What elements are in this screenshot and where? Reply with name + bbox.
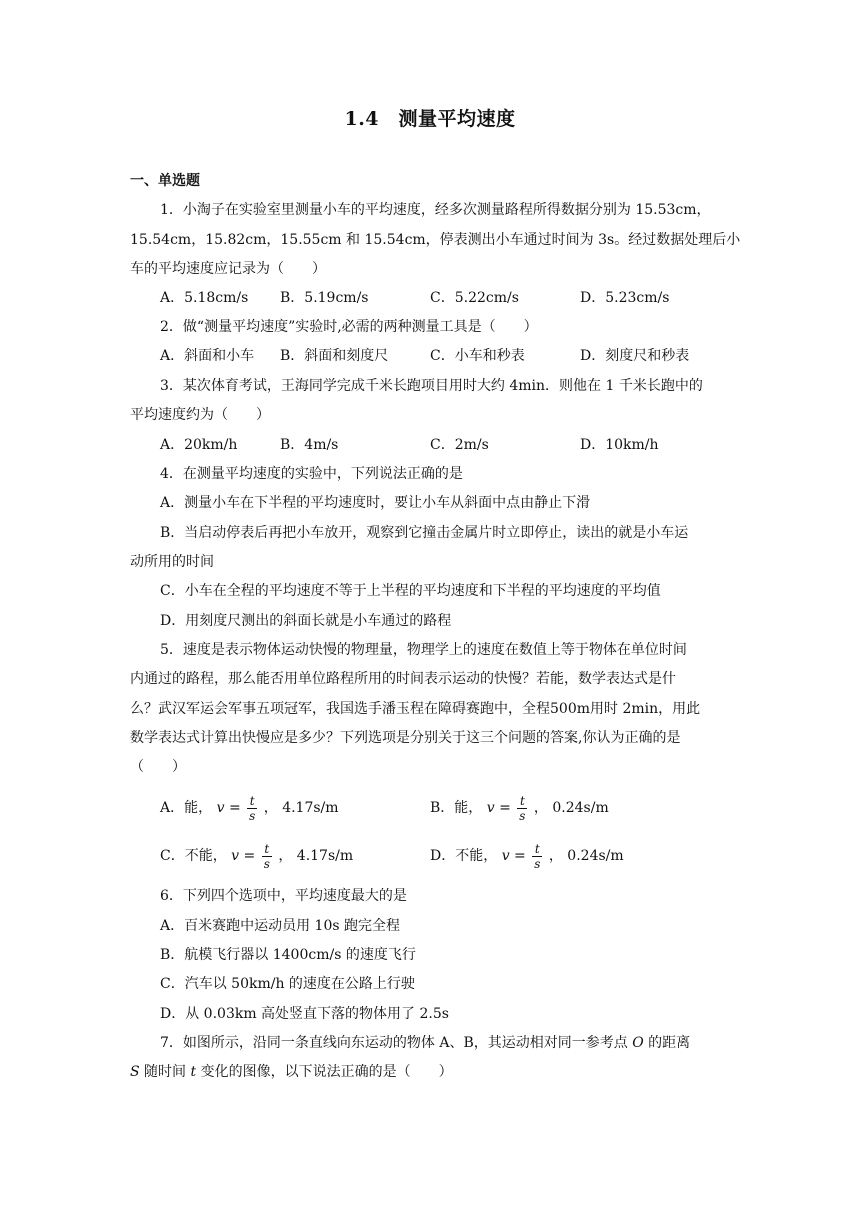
option-a: A．斜面和小车 xyxy=(160,348,255,364)
option-label: C．不能， xyxy=(160,848,227,864)
question-6-option-d: D．从 0.03km 高处竖直下落的物体用了 2.5s xyxy=(160,1006,449,1022)
fraction-denominator: s xyxy=(263,856,270,871)
fraction-numerator: t xyxy=(262,842,272,857)
fraction-numerator: t xyxy=(517,794,527,809)
question-3-line-1: 3．某次体育考试，王海同学完成千米长跑项目用时大约 4min．则他在 1 千米长跑中的 xyxy=(160,378,703,394)
option-c: C．小车和秒表 xyxy=(430,348,525,364)
question-7-line-1 xyxy=(160,1033,730,1053)
fraction-denominator: s xyxy=(519,808,526,823)
option-a: A．5.18cm/s xyxy=(160,290,249,306)
question-1-line-2: 15.54cm，15.82cm，15.55cm 和 15.54cm，停表测出小车通过时间为 3s。经过数据处理后小 xyxy=(130,232,741,248)
option-c xyxy=(160,834,353,878)
option-c: C．2m/s xyxy=(430,437,489,453)
question-1-line-1: 1．小淘子在实验室里测量小车的平均速度，经多次测量路程所得数据分别为 15.53cm， xyxy=(160,202,711,218)
option-b: B．4m/s xyxy=(280,437,339,453)
fraction xyxy=(247,794,257,823)
question-4-option-c: C．小车在全程的平均速度不等于上半程的平均速度和下半程的平均速度的平均值 xyxy=(160,583,661,599)
text-segment: 的距离 xyxy=(643,1035,691,1051)
option-a: A．20km/h xyxy=(160,437,238,453)
variable-o: O xyxy=(632,1035,644,1051)
question-3-line-2: 平均速度约为（ ） xyxy=(130,407,270,423)
formula-lhs: v = xyxy=(501,848,526,864)
question-6-option-c: C．汽车以 50km/h 的速度在公路上行驶 xyxy=(160,976,415,992)
text-segment: 7．如图所示，沿同一条直线向东运动的物体 A、B，其运动相对同一参考点 xyxy=(160,1035,633,1051)
page-title: 1.4 测量平均速度 xyxy=(344,108,516,130)
option-b: B．5.19cm/s xyxy=(280,290,369,306)
question-5-line-4: 数学表达式计算出快慢应是多少？下列选项是分别关于这三个问题的答案,你认为正确的是 xyxy=(130,730,681,746)
variable-s: S xyxy=(130,1064,140,1080)
option-value: ， 4.17s/m xyxy=(263,800,339,816)
question-4-option-d: D．用刻度尺测出的斜面长就是小车通过的路程 xyxy=(160,613,452,629)
text-segment: 随时间 xyxy=(139,1064,191,1080)
fraction xyxy=(262,842,272,871)
question-1-line-3: 车的平均速度应记录为（ ） xyxy=(130,261,326,277)
question-5-line-5: （ ） xyxy=(130,759,186,775)
question-5-line-2: 内通过的路程，那么能否用单位路程所用的时间表示运动的快慢？若能，数学表达式是什 xyxy=(130,671,676,687)
question-4-option-b-line-2: 动所用的时间 xyxy=(130,554,214,570)
option-a xyxy=(160,786,339,830)
option-label: B．能， xyxy=(430,800,483,816)
question-7-line-2 xyxy=(130,1062,730,1082)
question-4-line-1: 4．在测量平均速度的实验中，下列说法正确的是 xyxy=(160,466,463,482)
fraction-numerator: t xyxy=(532,842,542,857)
fraction-denominator: s xyxy=(534,856,541,871)
formula-lhs: v = xyxy=(231,848,256,864)
question-4-option-a: A．测量小车在下半程的平均速度时，要让小车从斜面中点由静止下滑 xyxy=(160,495,591,511)
option-label: D．不能， xyxy=(430,848,498,864)
fraction-numerator: t xyxy=(247,794,257,809)
text-segment: 变化的图像，以下说法正确的是（ ） xyxy=(196,1064,453,1080)
question-2-line-1: 2．做“测量平均速度”实验时,必需的两种测量工具是（ ） xyxy=(160,319,538,335)
question-5-line-3: 么？武汉军运会军事五项冠军，我国选手潘玉程在障碍赛跑中，全程500m用时 2min，用此 xyxy=(130,701,701,717)
option-label: A．能， xyxy=(160,800,213,816)
question-6-option-b: B．航模飞行器以 1400cm/s 的速度飞行 xyxy=(160,947,416,963)
option-d xyxy=(430,834,624,878)
section-heading: 一、单选题 xyxy=(130,173,200,189)
question-5-line-1: 5．速度是表示物体运动快慢的物理量，物理学上的速度在数值上等于物体在单位时间 xyxy=(160,642,687,658)
fraction xyxy=(517,794,527,823)
option-b xyxy=(430,786,609,830)
fraction xyxy=(532,842,542,871)
option-d: D．10km/h xyxy=(580,437,659,453)
option-value: ， 0.24s/m xyxy=(548,848,624,864)
option-d: D．刻度尺和秒表 xyxy=(580,348,690,364)
fraction-denominator: s xyxy=(249,808,256,823)
formula-lhs: v = xyxy=(486,800,511,816)
option-value: ， 0.24s/m xyxy=(533,800,609,816)
formula-lhs: v = xyxy=(216,800,241,816)
question-6-line-1: 6．下列四个选项中，平均速度最大的是 xyxy=(160,888,407,904)
question-4-option-b-line-1: B．当启动停表后再把小车放开，观察到它撞击金属片时立即停止，读出的就是小车运 xyxy=(160,525,689,541)
option-d: D．5.23cm/s xyxy=(580,290,670,306)
option-value: ， 4.17s/m xyxy=(278,848,354,864)
variable-t: t xyxy=(190,1064,197,1080)
option-c: C．5.22cm/s xyxy=(430,290,519,306)
option-b: B．斜面和刻度尺 xyxy=(280,348,389,364)
question-6-option-a: A．百米赛跑中运动员用 10s 跑完全程 xyxy=(160,918,401,934)
